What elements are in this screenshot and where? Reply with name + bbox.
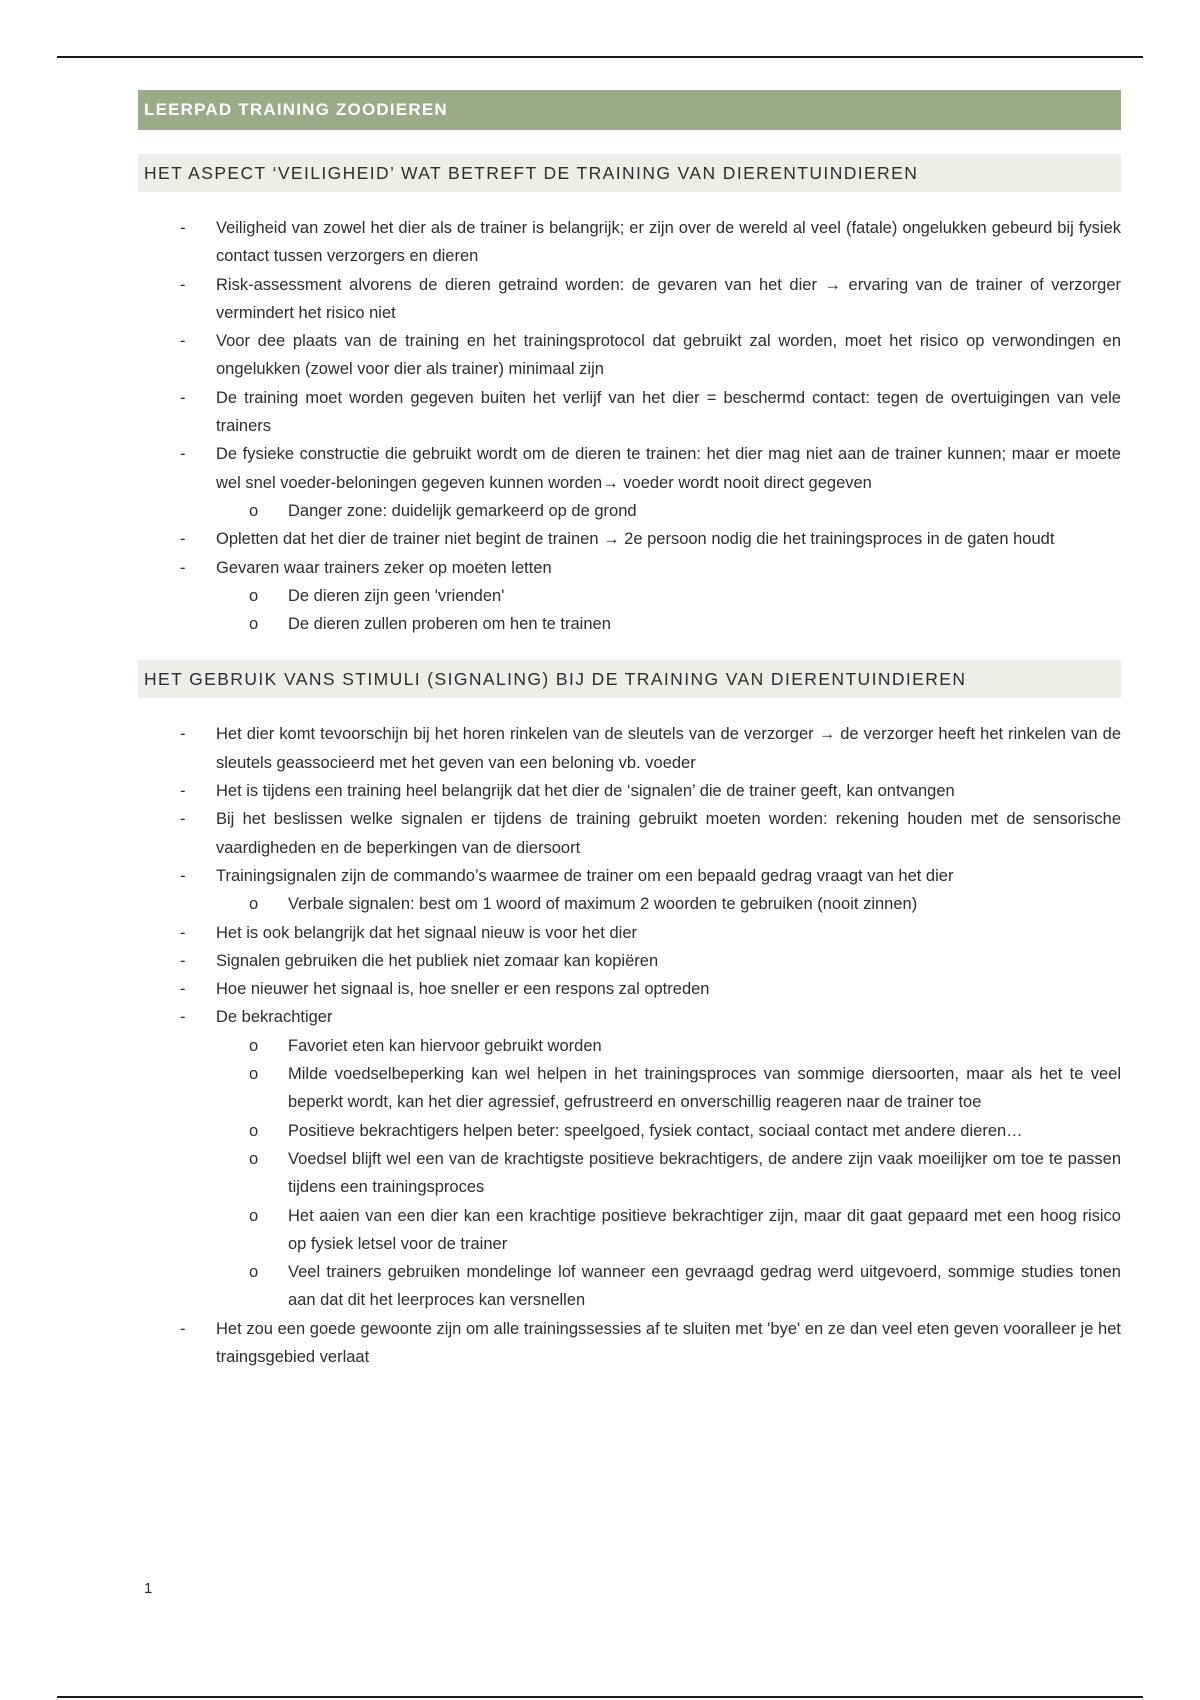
list-item-text: De fysieke constructie die gebruikt wordt om de dieren te trainen: het dier mag niet aan de trainer kunnen; maar er moete wel snel voeder-beloningen gegeven kunnen worden→ voeder wordt nooit direct gegeven [216, 445, 1121, 492]
dash-bullet: - [180, 951, 186, 970]
sub-list [216, 890, 1121, 918]
sub-list-item-text: Favoriet eten kan hiervoor gebruikt worden [288, 1036, 602, 1055]
dash-bullet: - [180, 388, 186, 407]
list-item-text: Trainingsignalen zijn de commando’s waarmee de trainer om een bepaald gedrag vraagt van het dier [216, 866, 954, 885]
section-stimuli [138, 660, 1121, 1371]
list-item [138, 1003, 1121, 1314]
list-item-text: Veiligheid van zowel het dier als de trainer is belangrijk; er zijn over de wereld al veel (fatale) ongelukken gebeurd bij fysiek contact tussen verzorgers en dieren [216, 219, 1121, 266]
sub-list-item [216, 1117, 1121, 1145]
dash-bullet: - [180, 275, 186, 294]
sub-list-item-text: Veel trainers gebruiken mondelinge lof wanneer een gevraagd gedrag werd uitgevoerd, sommige studies tonen aan dat dit het leerproces kan versnellen [288, 1263, 1121, 1310]
list-item [138, 862, 1121, 919]
list-item-text: Risk-assessment alvorens de dieren getraind worden: de gevaren van het dier → ervaring van de trainer of verzorger vermindert het risico niet [216, 275, 1121, 322]
dash-bullet: - [180, 923, 186, 942]
list-item-text: Het is ook belangrijk dat het signaal nieuw is voor het dier [216, 923, 637, 942]
dash-bullet: - [180, 332, 186, 351]
list-item-text: Gevaren waar trainers zeker op moeten letten [216, 558, 552, 577]
sub-list-item [216, 890, 1121, 918]
list-item-text: Signalen gebruiken die het publiek niet zomaar kan kopiëren [216, 951, 659, 970]
sub-list-item-text: Voedsel blijft wel een van de krachtigste positieve bekrachtigers, de andere zijn vaak moeilijker om toe te passen tijdens een trainingsproces [288, 1149, 1121, 1197]
sub-list-item [216, 1258, 1121, 1315]
sub-list-item [216, 582, 1121, 610]
sub-list-item-text: De dieren zullen proberen om hen te trainen [288, 615, 611, 634]
section-heading: HET ASPECT ‘VEILIGHEID’ WAT BETREFT DE TRAINING VAN DIERENTUINDIEREN [138, 154, 1121, 192]
list-item [138, 777, 1121, 805]
list-item-text: Voor dee plaats van de training en het trainingsprotocol dat gebruikt zal worden, moet het risico op verwondingen en ongelukken (zowel voor dier als trainer) minimaal zijn [216, 332, 1121, 379]
sub-list [216, 1032, 1121, 1315]
section-veiligheid [138, 154, 1121, 638]
list-item [138, 919, 1121, 947]
sub-list-item-text: Positieve bekrachtigers helpen beter: speelgoed, fysiek contact, sociaal contact met andere dieren… [288, 1121, 1023, 1140]
section-heading: HET GEBRUIK VANS STIMULI (SIGNALING) BIJ DE TRAINING VAN DIERENTUINDIEREN [138, 660, 1121, 698]
dash-bullet: - [180, 219, 186, 237]
sub-list [216, 582, 1121, 639]
sub-list-item-text: De dieren zijn geen 'vrienden' [288, 586, 505, 605]
list-item [138, 271, 1121, 328]
sub-list-item-text: Het aaien van een dier kan een krachtige positieve bekrachtiger zijn, maar dit gaat gepaard met een hoog risico op fysiek letsel voor de trainer [288, 1206, 1121, 1253]
document-body [138, 90, 1121, 1393]
circle-bullet: o [249, 501, 259, 520]
dash-bullet: - [180, 782, 186, 801]
list-item [138, 384, 1121, 441]
list-item [138, 554, 1121, 639]
sub-list-item [216, 1202, 1121, 1259]
circle-bullet: o [249, 615, 259, 634]
circle-bullet: o [249, 895, 259, 914]
list-item-text: De bekrachtiger [216, 1008, 333, 1027]
list-item [138, 720, 1121, 777]
dash-bullet: - [180, 1319, 186, 1338]
sub-list-item [216, 1032, 1121, 1060]
list-item-text: Opletten dat het dier de trainer niet begint de trainen → 2e persoon nodig die het trainingsproces in de gaten houdt [216, 530, 1055, 549]
list-item-text: De training moet worden gegeven buiten het verlijf van het dier = beschermd contact: tegen de overtuigingen van vele trainers [216, 388, 1121, 436]
dash-bullet: - [180, 1008, 186, 1027]
sub-list [216, 497, 1121, 525]
circle-bullet: o [249, 1065, 259, 1084]
circle-bullet: o [249, 1206, 259, 1225]
sub-list-item-text: Milde voedselbeperking kan wel helpen in het trainingsproces van sommige diersoorten, maar als het te veel beperkt wordt, kan het dier agressief, gefrustreerd en onverschillig reageren naar de trainer toe [288, 1065, 1121, 1112]
sub-list-item [216, 610, 1121, 638]
circle-bullet: o [249, 586, 259, 605]
list-item [138, 805, 1121, 862]
circle-bullet: o [249, 1121, 259, 1140]
sub-list-item [216, 1145, 1121, 1202]
list-item-text: Het zou een goede gewoonte zijn om alle trainingssessies af te sluiten met 'bye' en ze dan veel eten geven vooralleer je het traingsgebied verlaat [216, 1319, 1121, 1366]
list-item [138, 525, 1121, 553]
bullet-list [138, 214, 1121, 638]
list-item [138, 440, 1121, 525]
list-item [138, 975, 1121, 1003]
dash-bullet: - [180, 725, 186, 744]
sub-list-item [216, 497, 1121, 525]
dash-bullet: - [180, 558, 186, 577]
sub-list-item-text: Danger zone: duidelijk gemarkeerd op de grond [288, 501, 637, 520]
dash-bullet: - [180, 866, 186, 885]
list-item-text: Hoe nieuwer het signaal is, hoe sneller er een respons zal optreden [216, 980, 710, 999]
document-title: LEERPAD TRAINING ZOODIEREN [138, 90, 1121, 130]
list-item-text: Het dier komt tevoorschijn bij het horen rinkelen van de sleutels van de verzorger → de verzorger heeft het rinkelen van de sleutels geassocieerd met het geven van een beloning vb. voeder [216, 725, 1121, 772]
circle-bullet: o [249, 1036, 259, 1055]
dash-bullet: - [180, 810, 186, 829]
dash-bullet: - [180, 445, 186, 464]
circle-bullet: o [249, 1149, 259, 1168]
bullet-list [138, 720, 1121, 1371]
list-item [138, 1315, 1121, 1372]
dash-bullet: - [180, 530, 186, 549]
list-item [138, 947, 1121, 975]
circle-bullet: o [249, 1263, 259, 1282]
dash-bullet: - [180, 980, 186, 999]
list-item [138, 327, 1121, 384]
page-number: 1 [144, 1580, 153, 1597]
list-item [138, 214, 1121, 271]
sub-list-item-text: Verbale signalen: best om 1 woord of maximum 2 woorden te gebruiken (nooit zinnen) [288, 895, 918, 914]
sub-list-item [216, 1060, 1121, 1117]
bottom-rule [57, 1696, 1143, 1698]
list-item-text: Het is tijdens een training heel belangrijk dat het dier de ‘signalen’ die de trainer geeft, kan ontvangen [216, 782, 955, 801]
top-rule [57, 56, 1143, 58]
list-item-text: Bij het beslissen welke signalen er tijdens de training gebruikt moeten worden: rekening houden met de sensorische vaardigheden en de beperkingen van de diersoort [216, 810, 1121, 857]
